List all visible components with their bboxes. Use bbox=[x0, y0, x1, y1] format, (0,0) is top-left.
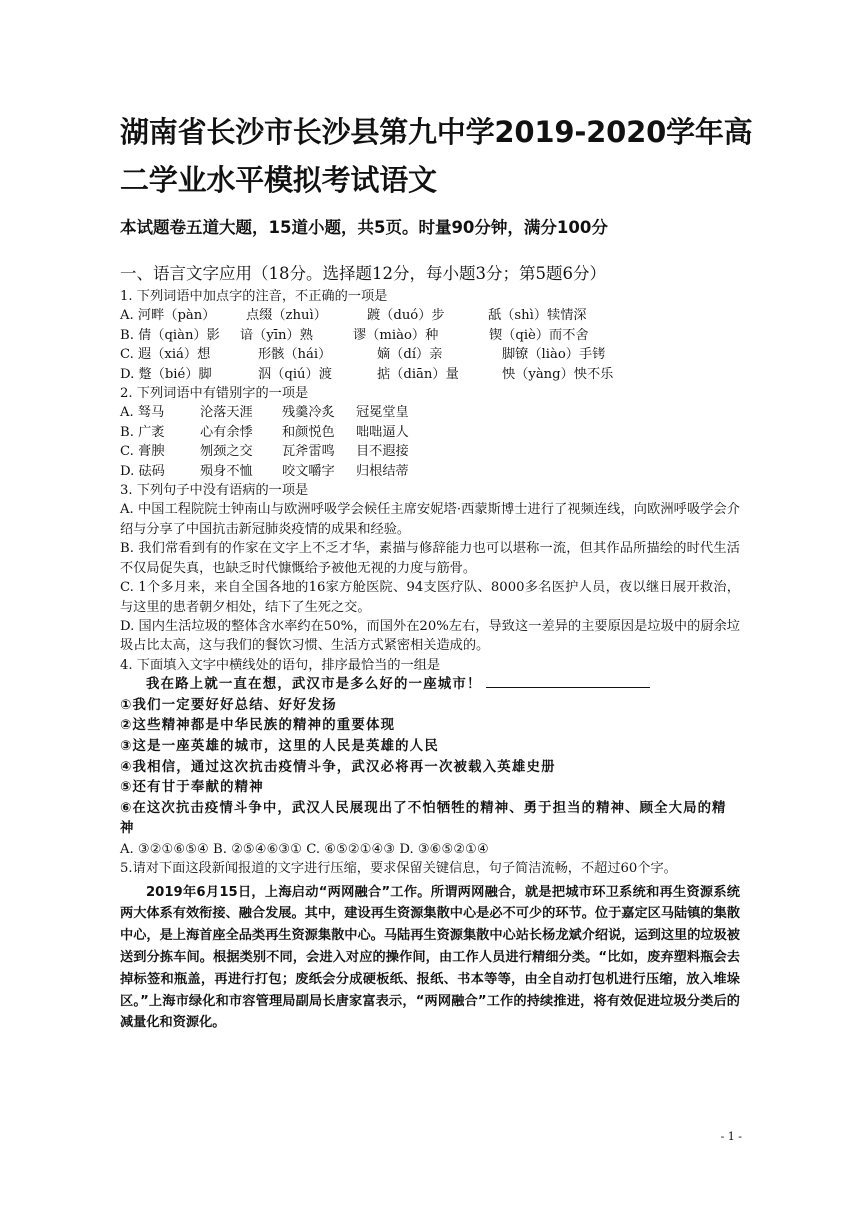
exam-info: 本试题卷五道大题，15道小题，共5页。时量90分钟，满分100分 bbox=[120, 218, 608, 237]
q1-option-a bbox=[120, 306, 740, 325]
q1-d-3: 掂（diān）量 bbox=[377, 366, 459, 382]
q2-b-2: 心有余悸 bbox=[200, 424, 253, 440]
q4-item-1: ①我们一定要好好总结、好好发扬 bbox=[120, 697, 337, 713]
q1-a-1: A. 河畔（pàn） bbox=[120, 308, 216, 324]
q4-item-2: ②这些精神都是中华民族的精神的重要体现 bbox=[120, 718, 396, 734]
q3-option-b: B. 我们常看到有的作家在文字上不乏才华，素描与修辞能力也可以堪称一流，但其作品所描绘的时代生活不仅局促失真，也缺乏时代慷慨给予被他无视的力度与筋骨。 bbox=[120, 541, 740, 576]
q4-item-4: ④我相信，通过这次抗击疫情斗争，武汉必将再一次被载入英雄史册 bbox=[120, 759, 556, 775]
q1-a-4: 舐（shì）犊情深 bbox=[488, 308, 587, 324]
q1-c-1: C. 遐（xiá）想 bbox=[120, 347, 211, 363]
q2-b-4: 咄咄逼人 bbox=[356, 424, 409, 440]
q2-option-b bbox=[120, 423, 740, 442]
q1-b-2: 谙（yīn）熟 bbox=[240, 327, 313, 343]
q2-c-4: 目不遐接 bbox=[356, 444, 409, 460]
q2-d-3: 咬文嚼字 bbox=[282, 463, 335, 479]
q1-c-4: 脚镣（liào）手铐 bbox=[502, 347, 606, 363]
q1-b-1: B. 倩（qiàn）影 bbox=[120, 327, 220, 343]
q2-a-1: A. 驽马 bbox=[120, 405, 165, 421]
q4-stem: 4. 下面填入文字中横线处的语句，排序最恰当的一组是 bbox=[120, 657, 441, 673]
q1-a-2: 点缀（zhuì） bbox=[246, 308, 327, 324]
q1-d-2: 泅（qiú）渡 bbox=[258, 366, 332, 382]
q4-item-6: ⑥在这次抗击疫情斗争中，武汉人民展现出了不怕牺牲的精神、勇于担当的精神、顾全大局的精神 bbox=[120, 800, 727, 837]
question-content bbox=[120, 287, 740, 1034]
q4-item-5: ⑤还有甘于奉献的精神 bbox=[120, 780, 264, 796]
q4-lead bbox=[120, 675, 740, 696]
q1-c-2: 形骸（hái） bbox=[258, 347, 332, 363]
q3-option-c: C. 1个多月来，来自全国各地的16家方舱医院、94支医疗队、8000多名医护人员，夜以继日展开救治，与这里的患者朝夕相处，结下了生死之交。 bbox=[120, 580, 740, 615]
q2-option-c bbox=[120, 442, 740, 461]
q1-a-3: 踱（duó）步 bbox=[367, 308, 445, 324]
q5-stem: 5.请对下面这段新闻报道的文字进行压缩，要求保留关键信息，句子简洁流畅，不超过60个字。 bbox=[120, 861, 677, 877]
q3-stem: 3. 下列句子中没有语病的一项是 bbox=[120, 483, 309, 499]
q4-item-3: ③这是一座英雄的城市，这里的人民是英雄的人民 bbox=[120, 738, 439, 754]
q1-b-4: 锲（qiè）而不舍 bbox=[489, 327, 589, 343]
q2-d-1: D. 砝码 bbox=[120, 463, 165, 479]
q2-stem: 2. 下列词语中有错别字的一项是 bbox=[120, 386, 309, 402]
q1-option-b bbox=[120, 326, 740, 345]
q1-option-c bbox=[120, 345, 740, 364]
q4-blank-line bbox=[486, 675, 650, 688]
q2-option-a bbox=[120, 403, 740, 422]
q1-stem: 1. 下列词语中加点字的注音，不正确的一项是 bbox=[120, 289, 388, 304]
section-heading: 一、语言文字应用（18分。选择题12分，每小题3分；第5题6分） bbox=[120, 264, 606, 283]
q2-c-1: C. 膏腴 bbox=[120, 444, 165, 460]
q4-lead-text: 我在路上就一直在想，武汉市是多么好的一座城市！ bbox=[146, 677, 482, 693]
q2-b-3: 和颜悦色 bbox=[282, 424, 335, 440]
q1-option-d bbox=[120, 365, 740, 384]
q2-b-1: B. 广袤 bbox=[120, 424, 165, 440]
q2-d-4: 归根结蒂 bbox=[356, 463, 409, 479]
q2-c-2: 刎颈之交 bbox=[200, 444, 253, 460]
q3-option-d: D. 国内生活垃圾的整体含水率约在50%，而国外在20%左右，导致这一差异的主要原因是垃圾中的厨余垃圾占比太高，这与我们的餐饮习惯、生活方式紧密相关造成的。 bbox=[120, 618, 740, 654]
page-title: 湖南省长沙市长沙县第九中学2019-2020学年高二学业水平模拟考试语文 bbox=[120, 115, 753, 197]
q2-option-d bbox=[120, 462, 740, 481]
q2-c-3: 瓦斧雷鸣 bbox=[282, 444, 335, 460]
q5-passage: 2019年6月15日，上海启动“两网融合”工作。所谓两网融合，就是把城市环卫系统和再生资源系统两大体系有效衔接、融合发展。其中，建设再生资源集散中心是必不可少的环节。位于嘉定区马陆镇的集散中心，是上海首座全品类再生资源集散中心。马陆再生资源集散中心站长杨龙斌介绍说，运到这里的垃圾被送到分拣车间。根据类别不同，会进入对应的操作间，由工作人员进行精细分类。“比如，废弃塑料瓶会去掉标签和瓶盖，再进行打包；废纸会分成硬板纸、报纸、书本等等，由全自动打包机进行压缩，放入堆垛区。”上海市绿化和市容管理局副局长唐家富表示，“两网融合”工作的持续推进，将有效促进垃圾分类后的减量化和资源化。 bbox=[120, 884, 740, 1031]
q1-c-3: 嫡（dí）亲 bbox=[377, 347, 443, 363]
q1-b-3: 谬（miào）种 bbox=[353, 327, 439, 343]
q2-a-4: 冠冕堂皇 bbox=[356, 405, 409, 421]
q2-a-2: 沦落天涯 bbox=[200, 405, 253, 421]
q1-d-1: D. 蹩（bié）脚 bbox=[120, 366, 212, 382]
q2-a-3: 残羹冷炙 bbox=[282, 405, 335, 421]
q1-d-4: 怏（yàng）怏不乐 bbox=[502, 366, 614, 382]
q4-answers: A. ③②①⑥⑤④ B. ②⑤④⑥③① C. ⑥⑤②①④③ D. ③⑥⑤②①④ bbox=[120, 841, 489, 857]
page-number: - 1 - bbox=[720, 1130, 742, 1143]
q3-option-a: A. 中国工程院院士钟南山与欧洲呼吸学会候任主席安妮塔·西蒙斯博士进行了视频连线，向欧洲呼吸学会介绍与分享了中国抗击新冠肺炎疫情的成果和经验。 bbox=[120, 502, 740, 537]
q2-d-2: 殒身不恤 bbox=[200, 463, 253, 479]
